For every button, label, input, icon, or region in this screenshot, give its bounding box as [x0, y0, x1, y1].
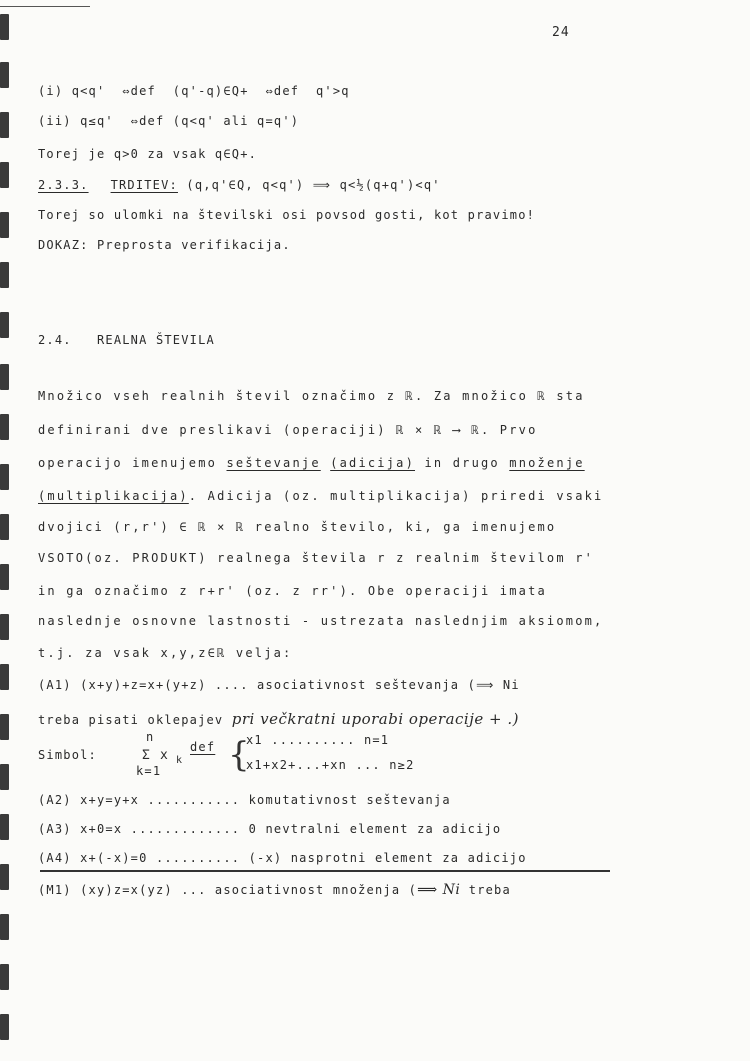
binder-hole [0, 464, 9, 490]
binder-hole [0, 262, 9, 288]
binder-hole [0, 914, 9, 940]
binder-hole [0, 112, 9, 138]
sum-case-one: x1 .......... n=1 [246, 733, 390, 747]
sum-lower-limit: k=1 [136, 764, 162, 778]
density-remark: Torej so ulomki na številski osi povsod gosti, kot pravimo! [38, 208, 536, 222]
theorem-number: 2.3.3. [38, 178, 89, 192]
proof-line: DOKAZ: Preprosta verifikacija. [38, 238, 291, 252]
binder-hole [0, 764, 9, 790]
definition-symbol: def [190, 740, 216, 754]
paragraph-line: in ga označimo z r+r' (oz. z rr'). Obe operaciji imata [38, 584, 547, 598]
binder-hole [0, 614, 9, 640]
term-adicija: (adicija) [330, 456, 416, 470]
symbol-label: Simbol: [38, 748, 97, 762]
paragraph-line: t.j. za vsak x,y,z∈ℝ velja: [38, 646, 293, 660]
binder-hole [0, 14, 9, 40]
binder-hole [0, 212, 9, 238]
binder-hole [0, 414, 9, 440]
sum-upper-limit: n [146, 730, 155, 744]
term-addition: seštevanje [226, 456, 321, 470]
axiom-m1: (M1) (xy)z=x(yz) ... asociativnost množenja (⟹ Ni treba [38, 882, 511, 898]
binder-hole [0, 714, 9, 740]
underline-rule [40, 870, 610, 872]
paragraph-line: Množico vseh realnih števil označimo z ℝ. Za množico ℝ sta [38, 389, 585, 403]
theorem-line [38, 178, 441, 192]
handwritten-note: pri večkratni uporabi operacije + .) [231, 710, 519, 728]
term-multiplication: množenje [509, 456, 585, 470]
theorem-label: TRDITEV: [110, 178, 178, 192]
theorem-statement: (q,q'∈Q, q<q') ⟹ q<½(q+q')<q' [177, 178, 441, 192]
paragraph-line: naslednje osnovne lastnosti - ustrezata naslednjim aksiomom, [38, 614, 604, 628]
definition-i: (i) q<q' ⇔def (q'-q)∈Q+ ⇔def q'>q [38, 84, 350, 98]
section-heading: 2.4. REALNA ŠTEVILA [38, 333, 215, 347]
binder-hole [0, 814, 9, 840]
binder-hole [0, 964, 9, 990]
paragraph-line: dvojici (r,r') ∈ ℝ × ℝ realno število, ki, ga imenujemo [38, 520, 557, 534]
binder-hole [0, 62, 9, 88]
axiom-a1-continuation: treba pisati oklepajev pri večkratni uporabi operacije + .) [38, 710, 519, 728]
axiom-a3: (A3) x+0=x ............. 0 nevtralni element za adicijo [38, 822, 502, 836]
binder-hole [0, 664, 9, 690]
axiom-a2: (A2) x+y=y+x ........... komutativnost seštevanja [38, 793, 451, 807]
binder-strip [0, 0, 16, 1061]
page-number: 24 [552, 25, 570, 40]
sum-case-many: x1+x2+...+xn ... n≥2 [246, 758, 415, 772]
positivity-note: Torej je q>0 za vsak q∈Q+. [38, 147, 258, 161]
definition-ii: (ii) q≤q' ⇔def (q<q' ali q=q') [38, 114, 300, 128]
sum-sign: Σ x [142, 748, 170, 763]
binder-hole [0, 162, 9, 188]
paragraph-line: VSOTO(oz. PRODUKT) realnega števila r z realnim številom r' [38, 551, 595, 565]
top-rule [0, 6, 90, 7]
binder-hole [0, 564, 9, 590]
binder-hole [0, 1014, 9, 1040]
axiom-a1: (A1) (x+y)+z=x+(y+z) .... asociativnost seštevanja (⟹ Ni [38, 678, 520, 692]
binder-hole [0, 364, 9, 390]
binder-hole [0, 312, 9, 338]
term-multiplikacija: (multiplikacija) [38, 489, 189, 503]
binder-hole [0, 864, 9, 890]
axiom-a4: (A4) x+(-x)=0 .......... (-x) nasprotni element za adicijo [38, 851, 527, 865]
paragraph-line: definirani dve preslikavi (operaciji) ℝ × ℝ ⟶ ℝ. Prvo [38, 423, 538, 437]
sum-subscript: k [176, 755, 184, 766]
binder-hole [0, 514, 9, 540]
paragraph-line: operacijo imenujemo seštevanje (adicija) in drugo množenje [38, 456, 585, 470]
brace: { [228, 735, 250, 775]
paragraph-line: (multiplikacija). Adicija (oz. multiplikacija) priredi vsaki [38, 489, 604, 503]
